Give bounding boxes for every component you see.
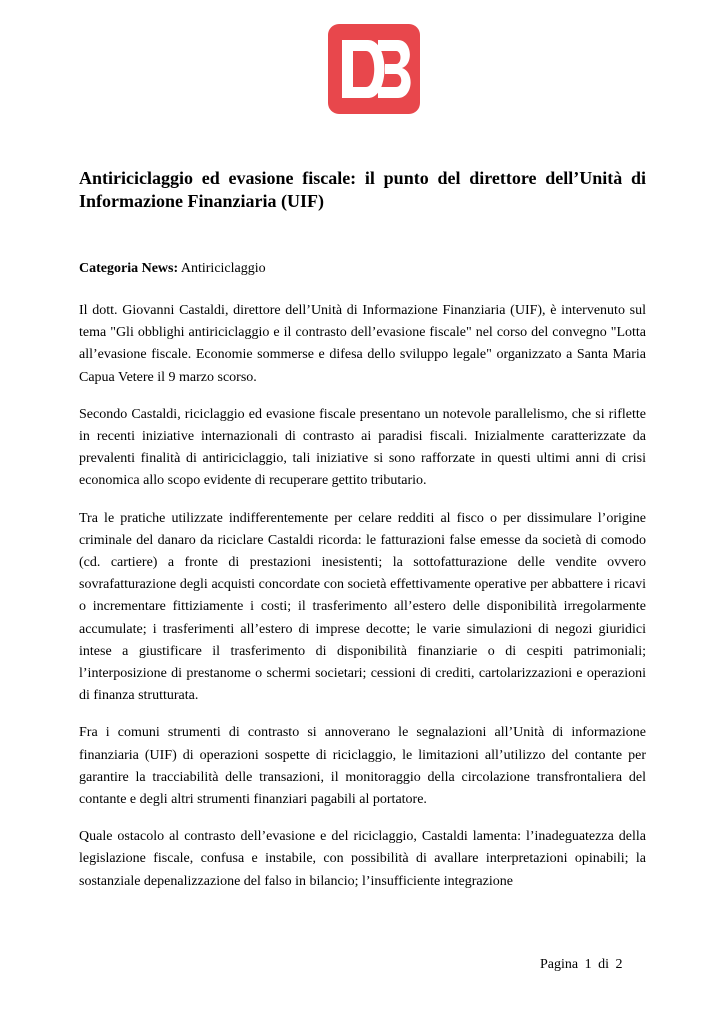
article-paragraph: Fra i comuni strumenti di contrasto si annoverano le segnalazioni all’Unità di informazione finanziaria (UIF) di operazioni sospette di riciclaggio, le limitazioni all’utilizzo del contante per garantire la tracciabilità delle transazioni, il monitoraggio della circolazione transfrontaliera del contante e degli altri strumenti finanziari pagabili al portatore. [79, 725, 646, 808]
article-paragraph: Tra le pratiche utilizzate indifferentemente per celare redditi al fisco o per dissimulare l’origine criminale del danaro da riciclare Castaldi ricorda: le fatturazioni false emesse da società di comodo (cd. cartiere) a fronte di prestazioni inesistenti; la sottofatturazione delle vendite ovvero sovrafatturazione degli acquisti concordate con società effettivamente operative per abbattere i ricavi o incrementare fittiziamente i costi; il trasferimento all’estero delle disponibilità irregolarmente accumulate; i trasferimenti all’estero di imprese decotte; le varie simulazioni di negozi giuridici intese a giustificare il trasferimento di disponibilità finanziarie o di cespiti patrimoniali; l’interposizione di prestanome o schermi societari; cessioni di crediti, cartolarizzazioni e operazioni di finanza strutturata. [79, 510, 646, 704]
news-category [79, 259, 646, 278]
page-number [540, 955, 623, 974]
article-title: Antiriciclaggio ed evasione fiscale: il punto del direttore dell’Unità di Informazione Finanziaria (UIF) [79, 168, 646, 211]
category-value: Antiriciclaggio [180, 261, 266, 276]
article-body [79, 300, 646, 908]
article-paragraph: Il dott. Giovanni Castaldi, direttore dell’Unità di Informazione Finanziaria (UIF), è intervenuto sul tema "Gli obblighi antiriciclaggio e il contrasto dell’evasione fiscale" nel corso del convegno "Lotta all’evasione fiscale. Economie sommerse e difesa dello sviluppo legale" organizzato a Santa Maria Capua Vetere il 9 marzo scorso. [79, 303, 646, 385]
page-separator: di [598, 957, 609, 972]
d3-logo [328, 24, 420, 114]
article-paragraph: Secondo Castaldi, riciclaggio ed evasione fiscale presentano un notevole parallelismo, che si riflette in recenti iniziative internazionali di contrasto ai paradisi fiscali. Inizialmente caratterizzate da prevalenti finalità di antiriciclaggio, tali iniziative si sono rafforzate in questi ultimi anni di crisi economica allo scopo evidente di recuperare gettito tributario. [79, 406, 646, 489]
d3-logo-mark [328, 24, 420, 114]
page-current: 1 [584, 957, 592, 972]
category-label: Categoria News: [79, 261, 179, 276]
page-label: Pagina [540, 957, 579, 972]
article-paragraph: Quale ostacolo al contrasto dell’evasione e del riciclaggio, Castaldi lamenta: l’inadeguatezza della legislazione fiscale, confusa e instabile, con possibilità di avallare interpretazioni opinabili; la sostanziale depenalizzazione del falso in bilancio; l’insufficiente integrazione [79, 829, 646, 889]
page-total: 2 [615, 957, 623, 972]
